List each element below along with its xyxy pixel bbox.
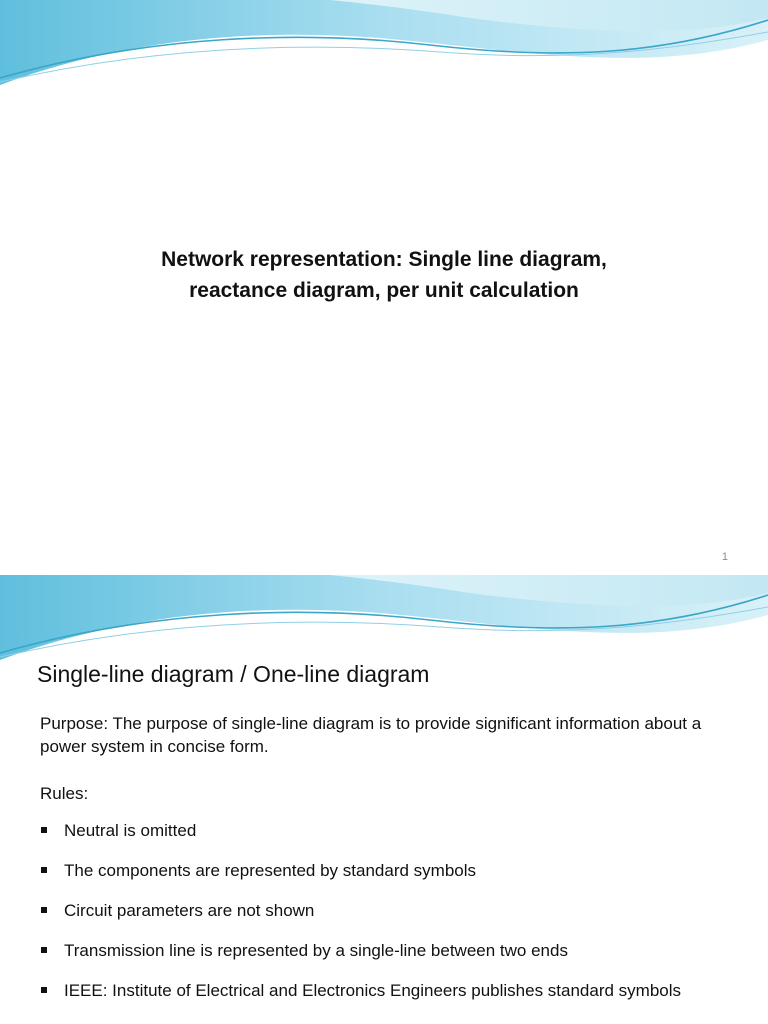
square-bullet-icon: [41, 907, 47, 913]
slide-title: Network representation: Single line diagram, reactance diagram, per unit calculation: [161, 248, 607, 302]
list-item: The components are represented by standard symbols: [40, 859, 726, 882]
slide-title: Single-line diagram / One-line diagram: [37, 661, 430, 687]
page-number: 1: [721, 551, 728, 563]
square-bullet-icon: [41, 867, 47, 873]
rules-list: [40, 819, 726, 1002]
purpose-text: Purpose: The purpose of single-line diagram is to provide significant information about a power system in concise form.: [40, 714, 702, 756]
slide-2: [0, 575, 768, 1024]
square-bullet-icon: [41, 987, 47, 993]
list-item: Transmission line is represented by a single-line between two ends: [40, 939, 726, 962]
rules-label: Rules:: [40, 784, 89, 803]
square-bullet-icon: [41, 827, 47, 833]
header-wave-decoration: [0, 575, 768, 670]
square-bullet-icon: [41, 947, 47, 953]
header-wave-decoration: [0, 0, 768, 95]
list-item: IEEE: Institute of Electrical and Electronics Engineers publishes standard symbols: [40, 979, 726, 1002]
list-item: Circuit parameters are not shown: [40, 899, 726, 922]
list-item: Neutral is omitted: [40, 819, 726, 842]
slide-body: [40, 712, 726, 1019]
